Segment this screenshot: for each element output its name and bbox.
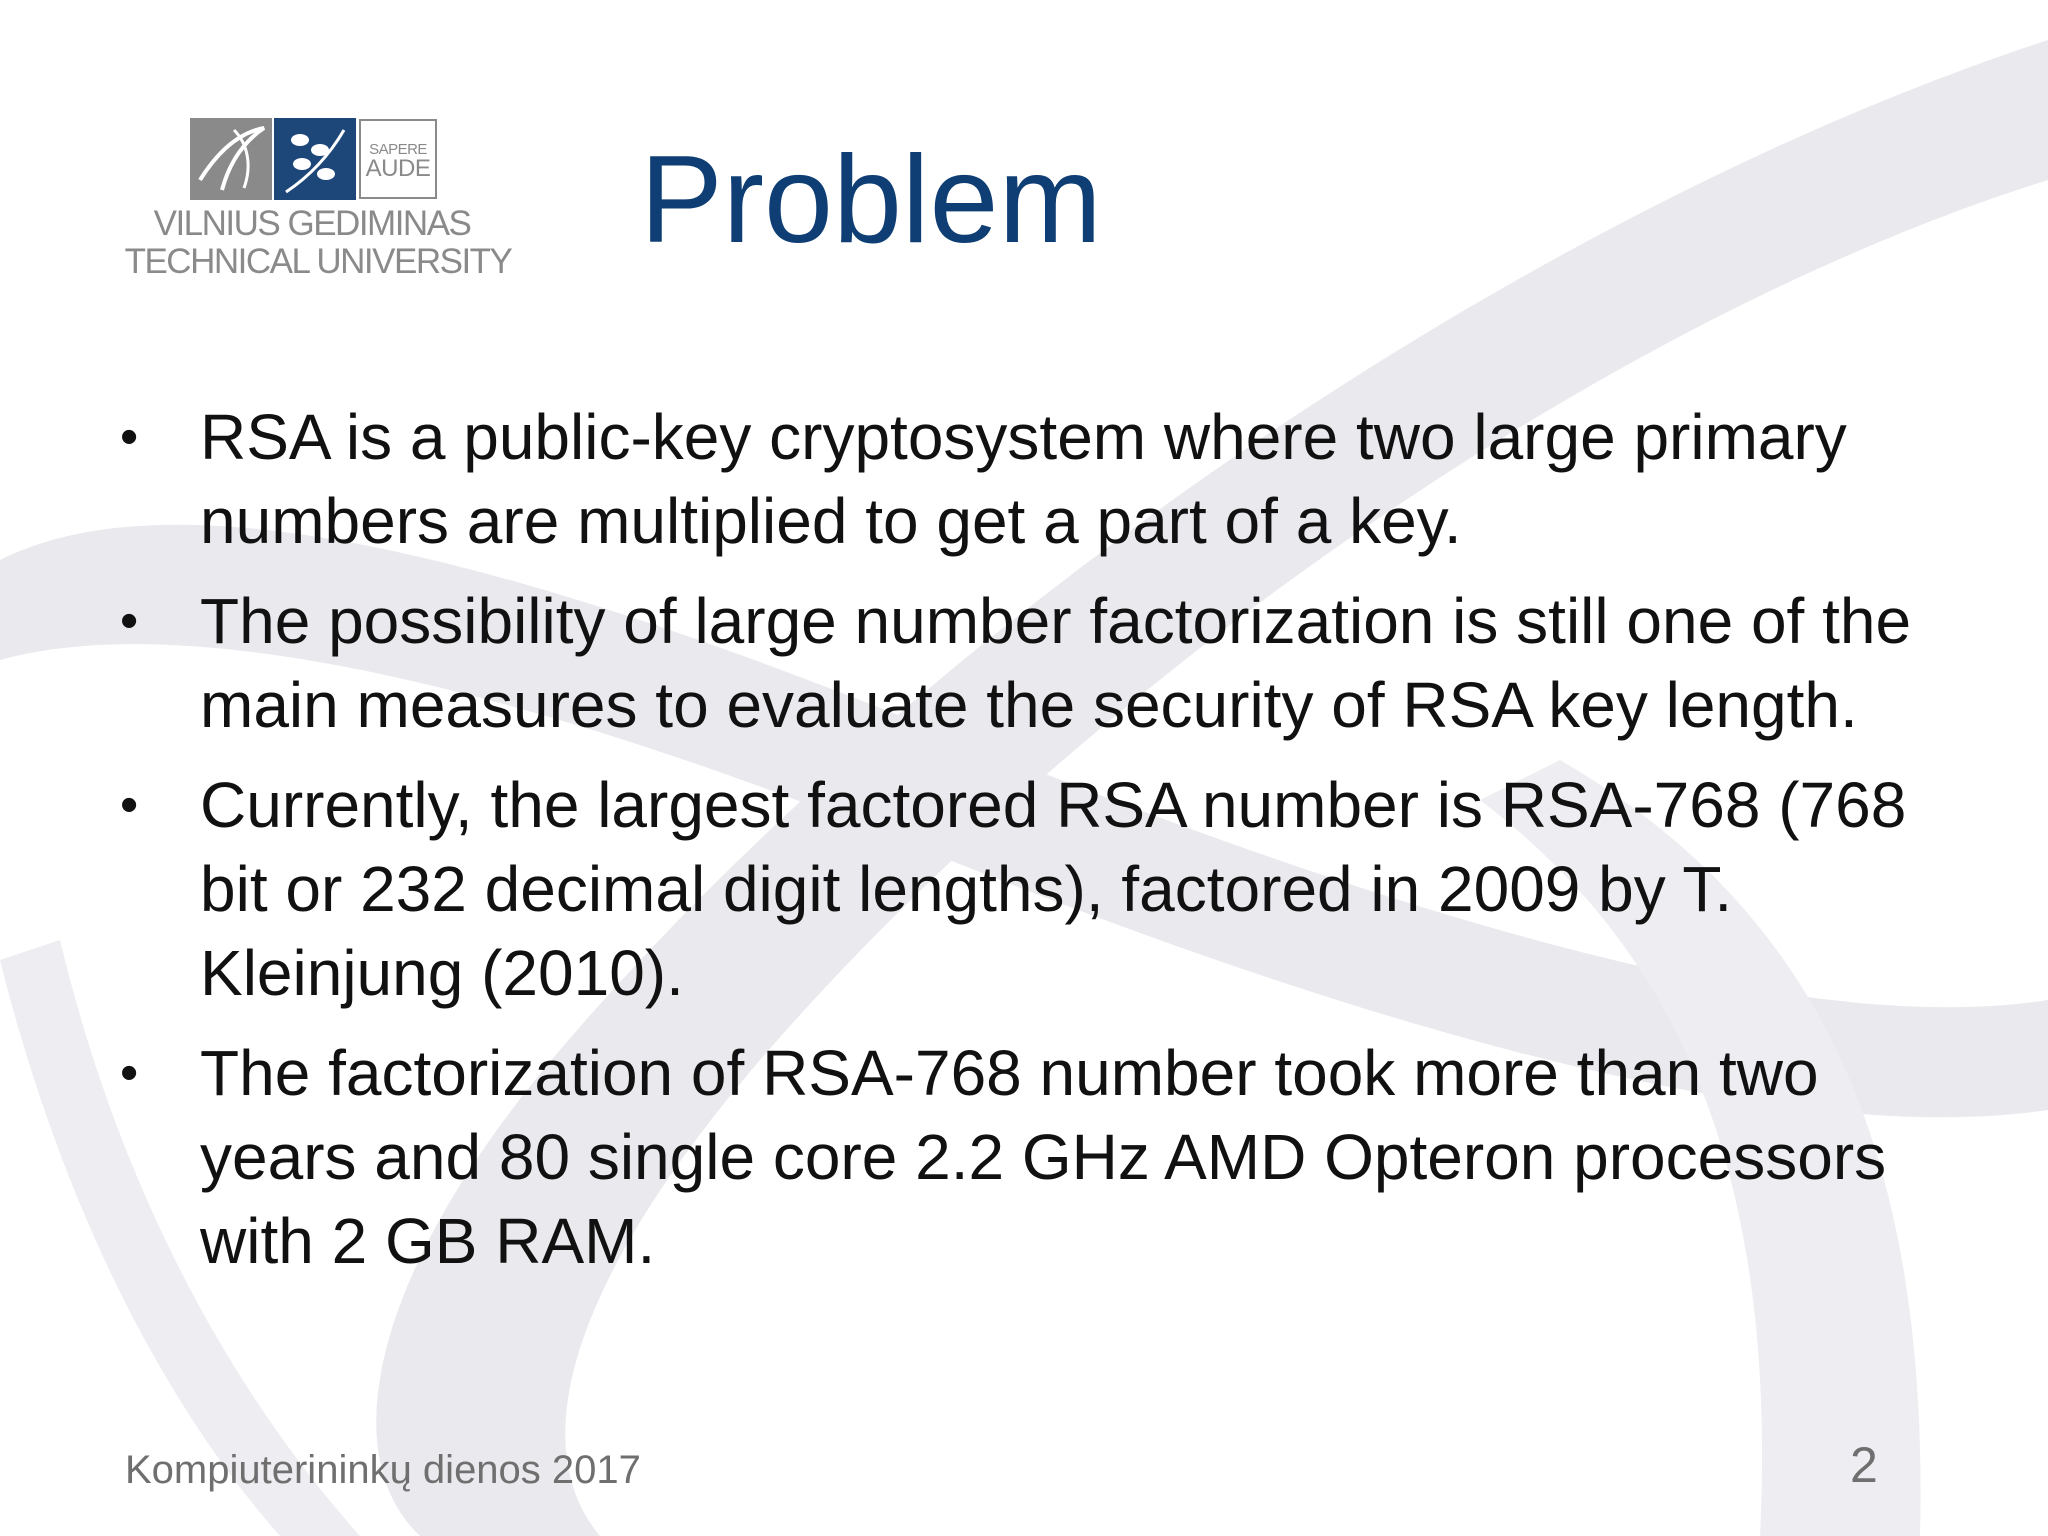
bullet-icon: • [120,776,139,834]
bullet-icon: • [120,1044,139,1102]
bullet-icon: • [120,592,139,650]
university-logo [98,118,538,288]
logo-name-line-2: TECHNICAL UNIVERSITY [124,242,512,281]
bullet-text: The factorization of RSA-768 number took more than two years and 80 single core 2.2 GHz AMD Opteron processors with 2 GB RAM. [200,1037,1887,1277]
bullet-text: Currently, the largest factored RSA number is RSA-768 (768 bit or 232 decimal digit lengths), factored in 2009 by T. Kleinjung (2010). [200,769,1907,1009]
bullet-item [120,763,1950,1015]
bullet-item [120,579,1950,747]
logo-motto-line-1: SAPERE [369,141,427,158]
logo-name-line-1: VILNIUS GEDIMINAS [153,204,471,243]
bullet-text: RSA is a public-key cryptosystem where two large primary numbers are multiplied to get a part of a key. [200,401,1847,557]
bullet-text: The possibility of large number factorization is still one of the main measures to evaluate the security of RSA key length. [200,585,1912,741]
page-number: 2 [1850,1437,1878,1493]
bullet-list [120,395,1950,1299]
footer-event-label: Kompiuterininkų dienos 2017 [125,1448,641,1492]
bullet-item [120,395,1950,563]
bullet-icon: • [120,408,139,466]
bullet-item [120,1031,1950,1283]
logo-motto-line-2: AUDE [365,155,431,182]
slide-title: Problem [640,131,1102,269]
